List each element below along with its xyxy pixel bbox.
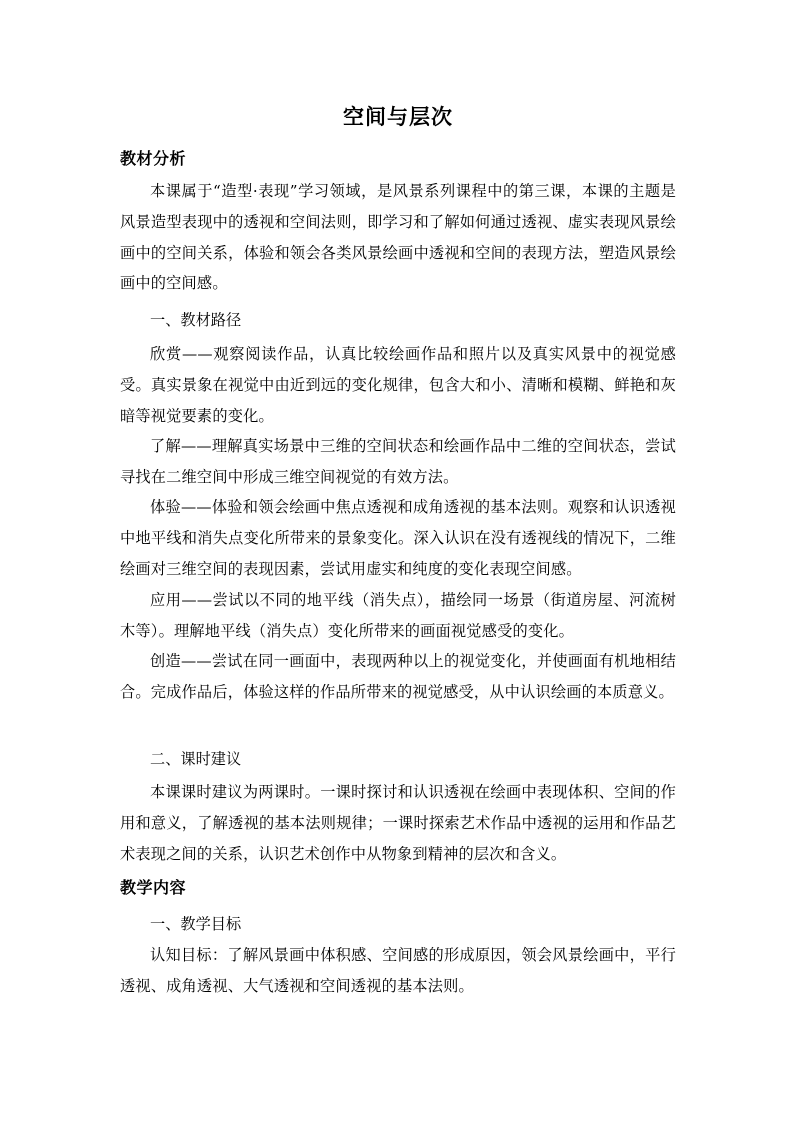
subheading-textbook-path: 一、教材路径: [150, 311, 242, 329]
analysis-intro-paragraph: 本课属于“造型·表现”学习领域，是风景系列课程中的第三课，本课的主题是风景造型表现中的透视和空间法则，即学习和了解如何通过透视、虚实表现风景绘画中的空间关系，体验和领会各类风景绘画中透视和空间的表现方法，塑造风景绘画中的空间感。: [120, 182, 676, 293]
teaching-goal-cognitive: 认知目标：了解风景画中体积感、空间感的形成原因，领会风景绘画中，平行透视、成角透视、大气透视和空间透视的基本法则。: [120, 946, 676, 995]
path-item-appreciate: 欣赏——观察阅读作品，认真比较绘画作品和照片以及真实风景中的视觉感受。真实景象在视觉中由近到远的变化规律，包含大和小、清晰和模糊、鲜艳和灰暗等视觉要素的变化。: [120, 345, 676, 425]
section-heading-analysis: 教材分析: [120, 149, 187, 168]
section-heading-teaching-content: 教学内容: [120, 878, 187, 897]
path-item-apply: 应用——尝试以不同的地平线（消失点），描绘同一场景（街道房屋、河流树木等）。理解地平线（消失点）变化所带来的画面视觉感受的变化。: [120, 591, 676, 640]
path-item-experience: 体验——体验和领会绘画中焦点透视和成角透视的基本法则。观察和认识透视中地平线和消失点变化所带来的景象变化。深入认识在没有透视线的情况下，二维绘画对三维空间的表现因素，尝试用虚实和纯度的变化表现空间感。: [120, 498, 676, 578]
subheading-period-suggestion: 二、课时建议: [150, 750, 242, 768]
path-item-create: 创造——尝试在同一画面中，表现两种以上的视觉变化，并使画面有机地相结合。完成作品后，体验这样的作品所带来的视觉感受，从中认识绘画的本质意义。: [120, 652, 676, 701]
document-title: 空间与层次: [343, 104, 453, 129]
period-suggestion-paragraph: 本课课时建议为两课时。一课时探讨和认识透视在绘画中表现体积、空间的作用和意义，了解透视的基本法则规律；一课时探索艺术作品中透视的运用和作品艺术表现之间的关系，认识艺术创作中从物象到精神的层次和含义。: [120, 783, 676, 863]
subheading-teaching-goals: 一、教学目标: [150, 915, 242, 933]
path-item-understand: 了解——理解真实场景中三维的空间状态和绘画作品中二维的空间状态，尝试寻找在二维空间中形成三维空间视觉的有效方法。: [120, 437, 676, 486]
